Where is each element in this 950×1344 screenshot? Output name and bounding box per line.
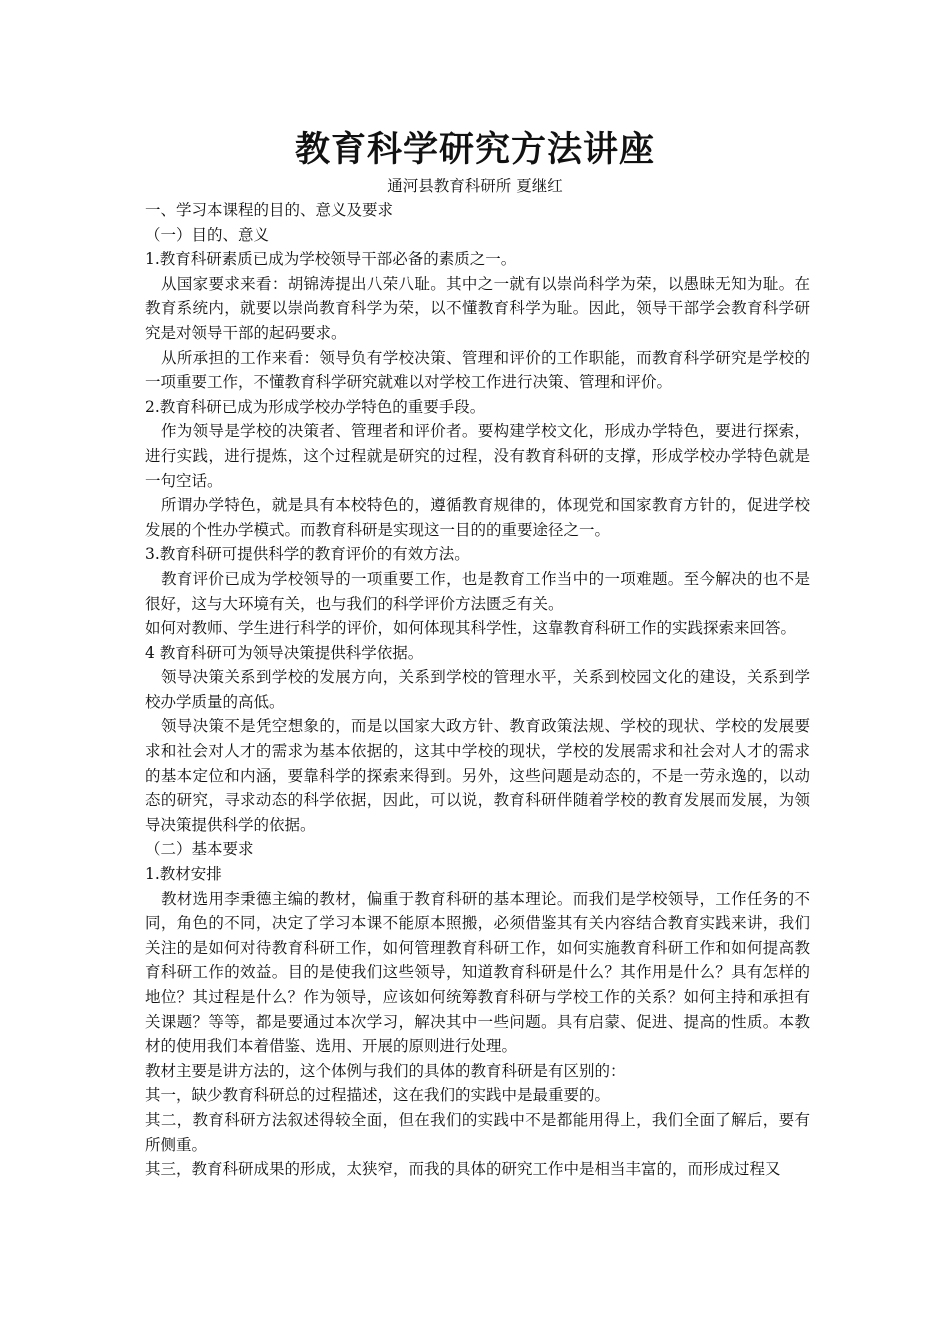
subsection-heading: （一）目的、意义 [145,225,270,244]
paragraph: 其二，教育科研方法叙述得较全面，但在我们的实践中不是都能用得上，我们全面了解后，要有所侧重。 [145,1110,810,1154]
document-body [145,198,810,1182]
point-heading: 1.教材安排 [145,865,222,884]
paragraph: 其三，教育科研成果的形成，太狭窄，而我的具体的研究工作中是相当丰富的，而形成过程又 [145,1160,781,1179]
paragraph: 如何对教师、学生进行科学的评价，如何体现其科学性，这靠教育科研工作的实践探索来回答。 [145,619,797,638]
point-heading: 3.教育科研可提供科学的教育评价的有效方法。 [145,545,470,564]
paragraph: 所谓办学特色，就是具有本校特色的，遵循教育规律的，体现党和国家教育方针的，促进学校发展的个性办学模式。而教育科研是实现这一目的的重要途径之一。 [145,496,810,539]
paragraph: 从国家要求来看：胡锦涛提出八荣八耻。其中之一就有以崇尚科学为荣，以愚昧无知为耻。在教育系统内，就要以崇尚教育科学为荣，以不懂教育科学为耻。因此，领导干部学会教育科学研究是对领导干部的起码要求。 [145,274,810,342]
section-heading: 一、学习本课程的目的、意义及要求 [145,201,394,219]
paragraph: 教材主要是讲方法的，这个体例与我们的具体的教育科研是有区别的： [145,1061,626,1080]
author-line: 通河县教育科研所 夏继红 [387,177,563,195]
paragraph: 教育评价已成为学校领导的一项重要工作，也是教育工作当中的一项难题。至今解决的也不是很好，这与大环境有关，也与我们的科学评价方法匮乏有关。 [145,569,810,613]
paragraph: 教材选用李秉德主编的教材，偏重于教育科研的基本理论。而我们是学校领导，工作任务的不同，角色的不同，决定了学习本课不能原本照搬，必须借鉴其有关内容结合教育实践来讲，我们关注的是如何对待教育科研工作，如何管理教育科研工作，如何实施教育科研工作和如何提高教育科研工作的效益。目的是使我们这些领导，知道教育科研是什么？其作用是什么？具有怎样的地位？其过程是什么？作为领导，应该如何统筹教育科研与学校工作的关系？如何主持和承担有关课题？等等，都是要通过本次学习，解决其中一些问题。具有启蒙、促进、提高的性质。本教材的使用我们本着借鉴、选用、开展的原则进行处理。 [145,889,810,1056]
point-heading: 2.教育科研已成为形成学校办学特色的重要手段。 [145,397,486,416]
subsection-heading: （二）基本要求 [145,840,254,859]
point-heading: 4 教育科研可为领导决策提供科学依据。 [145,643,424,662]
paragraph: 领导决策不是凭空想象的，而是以国家大政方针、教育政策法规、学校的现状、学校的发展要求和社会对人才的需求为基本依据的，这其中学校的现状，学校的发展需求和社会对人才的需求的基本定位和内涵，要靠科学的探索来得到。另外，这些问题是动态的，不是一劳永逸的，以动态的研究，寻求动态的科学依据，因此，可以说，教育科研伴随着学校的教育发展而发展，为领导决策提供科学的依据。 [145,717,810,834]
paragraph: 从所承担的工作来看：领导负有学校决策、管理和评价的工作职能，而教育科学研究是学校的一项重要工作，不懂教育科学研究就难以对学校工作进行决策、管理和评价。 [145,348,810,392]
paragraph: 领导决策关系到学校的发展方向，关系到学校的管理水平，关系到校园文化的建设，关系到学校办学质量的高低。 [145,668,810,711]
document-title: 教育科学研究方法讲座 [294,129,655,170]
paragraph: 作为领导是学校的决策者、管理者和评价者。要构建学校文化，形成办学特色，要进行探索，进行实践，进行提炼，这个过程就是研究的过程，没有教育科研的支撑，形成学校办学特色就是一句空话。 [145,422,810,490]
point-heading: 1.教育科研素质已成为学校领导干部必备的素质之一。 [145,250,517,269]
paragraph: 其一，缺少教育科研总的过程描述，这在我们的实践中是最重要的。 [145,1086,611,1105]
